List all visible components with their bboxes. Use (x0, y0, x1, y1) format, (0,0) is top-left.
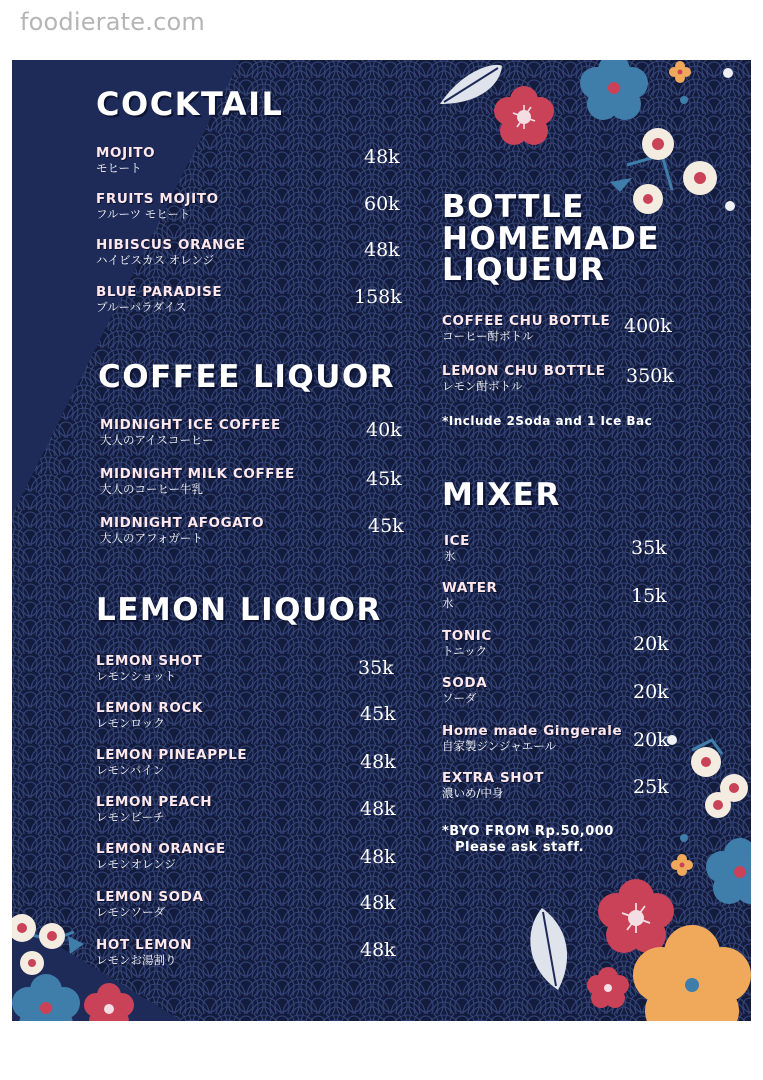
section-title-lemon-liquor: LEMON LIQUOR (96, 592, 382, 628)
item-price: 20k (633, 633, 669, 655)
menu-item-hot-lemon (96, 937, 192, 968)
menu-item-hibiscus-orange (96, 237, 246, 268)
title-line: LIQUEUR (442, 252, 606, 289)
menu-item-lemon-shot (96, 653, 202, 684)
item-name-jp: 自家製ジンジャエール (442, 739, 556, 753)
menu-item-soda (442, 675, 487, 706)
item-price: 48k (360, 892, 396, 914)
menu-item-ice (444, 533, 470, 564)
item-name-jp: レモンお湯割り (96, 953, 177, 967)
item-name: ICE (444, 533, 470, 549)
menu-item-extra-shot (442, 770, 544, 801)
item-price: 20k (633, 681, 669, 703)
item-name: LEMON SHOT (96, 653, 203, 669)
menu-item-midnight-afogato (100, 515, 264, 546)
bottle-note: *Include 2Soda and 1 Ice Bac (442, 414, 653, 428)
item-price: 45k (366, 468, 402, 490)
item-price: 48k (360, 751, 396, 773)
item-price: 25k (633, 776, 669, 798)
item-name-jp: レモン酎ボトル (442, 379, 523, 393)
menu-item-lemon-peach (96, 794, 212, 825)
item-name-jp: レモンパイン (96, 763, 165, 777)
item-name-jp: ハイビスカス オレンジ (96, 253, 215, 267)
item-name: LEMON PINEAPPLE (96, 747, 248, 763)
item-name-jp: 大人のアイスコーヒー (100, 433, 214, 447)
menu-item-midnight-milk-coffee (100, 466, 295, 497)
item-name-jp: 水 (442, 596, 454, 610)
item-price: 60k (364, 193, 400, 215)
item-name-jp: レモンピーチ (96, 810, 165, 824)
item-name: MIDNIGHT MILK COFFEE (100, 466, 295, 482)
title-line: HOMEMADE (442, 220, 661, 257)
item-name: LEMON ROCK (96, 700, 203, 716)
item-name-jp: レモンショット (96, 669, 176, 683)
section-title-bottle-homemade-liqueur (442, 189, 661, 289)
item-name: COFFEE CHU BOTTLE (442, 313, 611, 329)
item-price: 35k (358, 657, 394, 679)
menu-item-lemon-soda (96, 889, 204, 920)
item-name-jp: コーヒー酎ボトル (442, 329, 534, 343)
item-price: 45k (368, 515, 404, 537)
section-title-cocktail: COCKTAIL (96, 85, 284, 123)
item-name: BLUE PARADISE (96, 284, 223, 300)
item-price: 40k (366, 419, 402, 441)
menu-item-mojito (96, 145, 155, 176)
blue-flower-icon (580, 60, 648, 120)
item-name: LEMON ORANGE (96, 841, 226, 857)
section-title-coffee-liquor: COFFEE LIQUOR (98, 359, 396, 395)
menu-item-midnight-ice-coffee (100, 417, 281, 448)
note-line: *BYO FROM Rp.50,000 (442, 824, 614, 839)
item-price: 48k (360, 846, 396, 868)
menu-item-fruits-mojito (96, 191, 219, 222)
menu-board (12, 60, 751, 1021)
item-name: SODA (442, 675, 488, 691)
item-name: WATER (442, 580, 498, 596)
menu-item-lemon-pineapple (96, 747, 247, 778)
menu-item-lemon-rock (96, 700, 203, 731)
item-name: LEMON SODA (96, 889, 204, 905)
item-name: EXTRA SHOT (442, 770, 545, 786)
item-price: 48k (360, 798, 396, 820)
byo-note (442, 824, 614, 856)
item-name-jp: ソーダ (442, 691, 477, 705)
note-line: Please ask staff. (455, 840, 585, 855)
watermark: foodierate.com (20, 8, 205, 36)
item-name-jp: ブルーパラダイス (96, 300, 187, 314)
item-name: MOJITO (96, 145, 156, 161)
item-price: 20k (633, 729, 669, 751)
item-name: Home made Gingerale (442, 723, 623, 739)
item-name: HIBISCUS ORANGE (96, 237, 246, 253)
item-name-jp: 大人のアフォガート (100, 531, 203, 545)
item-name: MIDNIGHT AFOGATO (100, 515, 265, 531)
section-title-mixer: MIXER (442, 477, 561, 513)
menu-item-blue-paradise (96, 284, 222, 315)
menu-item-water (442, 580, 498, 611)
item-name: TONIC (442, 628, 492, 644)
item-name: LEMON PEACH (96, 794, 213, 810)
menu-item-lemon-orange (96, 841, 226, 872)
item-name-jp: フルーツ モヒート (96, 207, 191, 221)
item-name-jp: 大人のコーヒー牛乳 (100, 482, 204, 496)
item-price: 48k (364, 146, 400, 168)
menu-item-coffee-chu-bottle (442, 313, 610, 344)
menu-item-lemon-chu-bottle (442, 363, 606, 394)
item-price: 15k (631, 585, 667, 607)
title-line: BOTTLE (442, 189, 585, 225)
item-name-jp: トニック (442, 644, 488, 658)
item-price: 48k (364, 239, 400, 261)
item-name: HOT LEMON (96, 937, 193, 953)
item-name: FRUITS MOJITO (96, 191, 219, 207)
item-price: 48k (360, 939, 396, 961)
item-name-jp: レモンソーダ (96, 905, 165, 919)
menu-item-home-made-gingerale (442, 723, 622, 754)
item-name-jp: レモンロック (96, 716, 165, 730)
item-price: 35k (631, 537, 667, 559)
item-price: 45k (360, 703, 396, 725)
item-price: 400k (624, 315, 672, 337)
item-name-jp: 氷 (444, 549, 456, 563)
item-name: MIDNIGHT ICE COFFEE (100, 417, 281, 433)
item-price: 350k (626, 365, 674, 387)
menu-item-tonic (442, 628, 492, 659)
item-name-jp: モヒート (96, 161, 142, 175)
item-name-jp: レモンオレンジ (96, 857, 176, 871)
item-name: LEMON CHU BOTTLE (442, 363, 606, 379)
item-price: 158k (354, 286, 402, 308)
item-name-jp: 濃いめ/中身 (442, 786, 504, 800)
